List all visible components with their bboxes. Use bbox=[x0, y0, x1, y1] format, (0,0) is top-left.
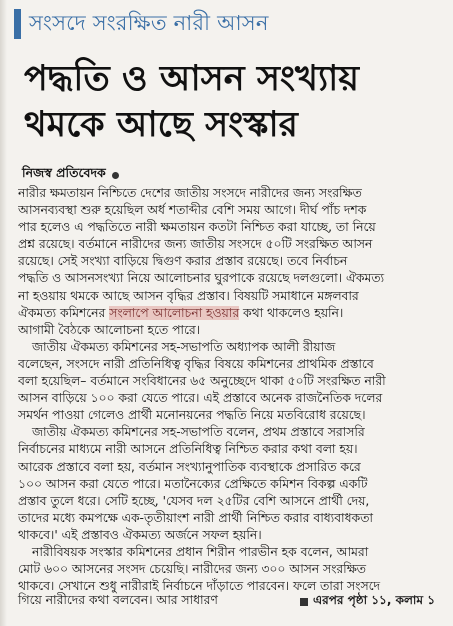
kicker-bar bbox=[14, 9, 21, 39]
body-line: মোট ৬০০ আসনের সংসদ চেয়েছি। নারীদের জন্য ৩০০ আসন সংরক্ষিত bbox=[18, 562, 366, 577]
body-line: রয়েছে। সেই সংখ্যা বাড়িয়ে দ্বিগুণ করার প্রস্তাব রয়েছে। তবে নির্বাচন bbox=[18, 254, 348, 269]
body-line: আসনব্যবস্থা শুরু হয়েছিল অর্ধ শতাব্দীর বেশি সময় আগে। দীর্ঘ পাঁচ দশক bbox=[18, 203, 367, 218]
body-line: প্রশ্ন রয়েছে। বর্তমানে নারীদের জন্য জাতীয় সংসদে ৫০টি সংরক্ষিত আসন bbox=[18, 237, 373, 252]
page-edge bbox=[0, 0, 7, 626]
kicker-text: সংসদে সংরক্ষিত নারী আসন bbox=[29, 10, 269, 35]
body-line: থাকবে। সেখানে শুধু নারীরাই নির্বাচনে দাঁড়াতে পারবেন। ফলে তারা সংসদে bbox=[18, 579, 380, 594]
body-line: ১০০ আসন করা যেতে পারে। মতানৈক্যের প্রেক্ষিতে কমিশন বিকল্প একটি bbox=[18, 476, 368, 491]
highlighted-phrase: সংলাপে আলোচনা হওয়ার bbox=[109, 305, 240, 320]
body-line: পদ্ধতি ও আসনসংখ্যা নিয়ে আলোচনার ঘুরপাকে রয়েছে দলগুলো। ঐকমত্য bbox=[18, 271, 385, 286]
body-line: আরেক প্রস্তাবে বলা হয়, বর্তমান সংখ্যানুপাতিক ব্যবস্থাকে প্রসারিত করে bbox=[18, 459, 361, 474]
byline-text: নিজস্ব প্রতিবেদক bbox=[22, 165, 106, 180]
headline-line-2: থমকে আছে সংস্কার bbox=[24, 105, 298, 145]
body-line: সমর্থন পাওয়া গেলেও প্রার্থী মনোনয়নের পদ্ধতি নিয়ে মতবিরোধ রয়েছে। bbox=[18, 408, 366, 423]
body-line: জাতীয় ঐকমত্য কমিশনের সহ-সভাপতি বলেন, প্রথম প্রস্তাবে সরাসরি bbox=[32, 425, 365, 440]
byline bbox=[22, 166, 119, 184]
bullet-icon bbox=[112, 172, 119, 179]
kicker bbox=[14, 6, 442, 42]
body-line: নারীর ক্ষমতায়ন নিশ্চিতে দেশের জাতীয় সংসদে নারীদের জন্য সংরক্ষিত bbox=[18, 186, 362, 200]
body-line: বলেছেন, সংসদে নারী প্রতিনিধিত্ব বৃদ্ধির বিষয়ে কমিশনের প্রাথমিক প্রস্তাবে bbox=[18, 356, 374, 371]
body-line: তাদের মধ্যে কমপক্ষে এক-তৃতীয়াংশ নারী প্রার্থী নিশ্চিত করার বাধ্যবাধকতা bbox=[18, 510, 373, 525]
body-line: আসন বাড়িয়ে ১০০ করা যেতে পারে। এই প্রস্তাবে অনেক রাজনৈতিক দলের bbox=[18, 391, 383, 406]
continuation-text: এরপর পৃষ্ঠা ১১, কলাম ১ bbox=[313, 593, 436, 607]
body-line: নির্বাচনের মাধ্যমে নারী আসনে প্রতিনিধিত্ব নিশ্চিত করার কথা বলা হয়। bbox=[18, 442, 358, 457]
continuation-note bbox=[300, 592, 435, 612]
article-body bbox=[18, 185, 446, 595]
body-line: থাকবে।' এই প্রস্তাবও ঐকমত্য অর্জনে সফল হয়নি। bbox=[18, 527, 262, 542]
body-line-last: গিয়ে নারীদের কথা বলবেন। আর সাধারণ bbox=[18, 593, 218, 607]
body-text: কথা থাকলেও হয়নি। bbox=[239, 305, 344, 320]
square-icon bbox=[300, 598, 308, 606]
body-line: জাতীয় ঐকমত্য কমিশনের সহ-সভাপতি অধ্যাপক আলী রীয়াজ bbox=[32, 339, 336, 354]
headline bbox=[24, 56, 444, 148]
body-line: আগামী বৈঠকে আলোচনা হতে পারে। bbox=[18, 322, 201, 337]
body-line: পার হলেও এ পদ্ধতিতে নারী ক্ষমতায়ন কতটা নিশ্চিত করা যাচ্ছে, তা নিয়ে bbox=[18, 220, 376, 235]
body-line: না হওয়ায় থমকে আছে আসন বৃদ্ধির প্রস্তাব। বিষয়টি সমাধানে মঙ্গলবার bbox=[18, 288, 359, 303]
body-line: বলা হয়েছিল– বর্তমানে সংবিধানের ৬৫ অনুচ্ছেদে থাকা ৫০টি সংরক্ষিত নারী bbox=[18, 374, 386, 389]
body-line: নারীবিষয়ক সংস্কার কমিশনের প্রধান শিরীন পারভীন হক বলেন, আমরা bbox=[32, 544, 369, 559]
headline-line-1: পদ্ধতি ও আসন সংখ্যায় bbox=[24, 59, 359, 99]
body-line: প্রস্তাব তুলে ধরে। সেটি হচ্ছে, 'যেসব দল ২৫টির বেশি আসনে প্রার্থী দেয়, bbox=[18, 493, 370, 508]
body-text: ঐকমত্য কমিশনের bbox=[18, 305, 110, 320]
body-line-highlighted bbox=[18, 305, 446, 322]
